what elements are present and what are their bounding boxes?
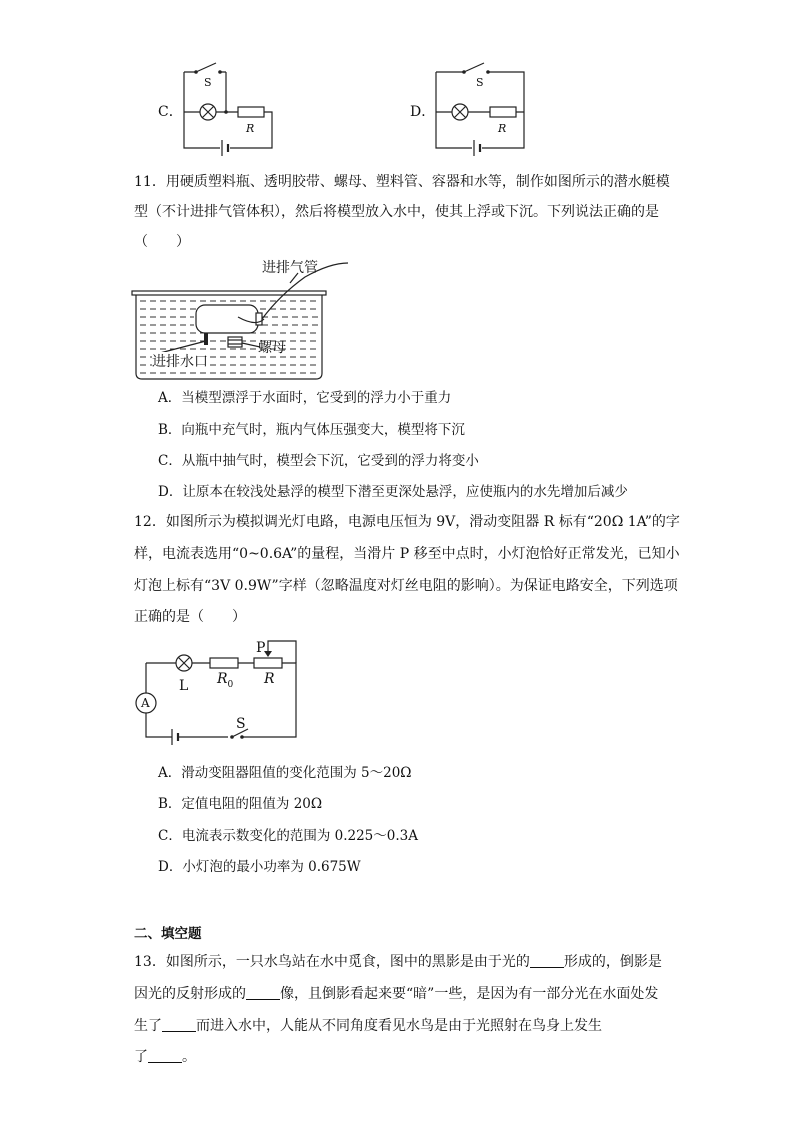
q12-lamp-label: L xyxy=(179,678,189,694)
q12-stem-line3: 灯泡上标有“3V 0.9W”字样（忽略温度对灯丝电阻的影响）。为保证电路安全，下列选项 xyxy=(134,578,678,594)
q11-option-d[interactable]: D．让原本在较浅处悬浮的模型下潜至更深处悬浮，应使瓶内的水先增加后减少 xyxy=(158,484,628,500)
q13-line2: 因光的反射形成的 像，且倒影看起来要“暗”一些，是因为有一部分光在水面处发 xyxy=(134,986,659,1002)
q13-line4: 了 。 xyxy=(134,1049,196,1065)
q11-paren: （ ） xyxy=(134,234,190,250)
q13-blank-1[interactable] xyxy=(530,953,564,968)
q13-line3: 生了 而进入水中，人能从不同角度看见水鸟是由于光照射在鸟身上发生 xyxy=(134,1018,602,1034)
q12-ammeter-label: A xyxy=(141,696,150,710)
q13-blank-3[interactable] xyxy=(162,1017,196,1032)
q11-option-c[interactable]: C．从瓶中抽气时，模型会下沉，它受到的浮力将变小 xyxy=(158,453,479,469)
q11-stem-line1: 11．用硬质塑料瓶、透明胶带、螺母、塑料管、容器和水等，制作如图所示的潜水艇模 xyxy=(134,174,670,190)
q13-blank-2[interactable] xyxy=(246,985,280,1000)
q10-circuit-c xyxy=(178,60,278,165)
q12-slider-label: P xyxy=(256,640,266,656)
q12-option-c[interactable]: C．电流表示数变化的范围为 0.225～0.3A xyxy=(158,828,418,844)
q12-r-label: R xyxy=(264,671,275,687)
q12-stem-line1: 12．如图所示为模拟调光灯电路，电源电压恒为 9V，滑动变阻器 R 标有“20Ω 1A”的字 xyxy=(134,514,680,530)
section-title: 二、填空题 xyxy=(134,926,202,942)
q12-stem-line2: 样，电流表选用“0~0.6A”的量程，当滑片 P 移至中点时，小灯泡恰好正常发光，已知小 xyxy=(134,546,680,562)
q10-c-resistor-label: R xyxy=(246,122,255,135)
q10-d-switch-label: S xyxy=(476,76,484,89)
q11-option-a[interactable]: A．当模型漂浮于水面时，它受到的浮力小于重力 xyxy=(158,390,452,406)
q11-nut-label: 螺母 xyxy=(258,340,286,356)
q10-c-switch-label: S xyxy=(204,76,212,89)
q11-water-inlet-label: 进排水口 xyxy=(152,354,208,370)
q10-circuit-d xyxy=(430,60,530,165)
q12-option-a[interactable]: A．滑动变阻器阻值的变化范围为 5～20Ω xyxy=(158,765,412,781)
q12-r0-label: $R_0$ xyxy=(217,671,234,690)
q12-switch-label: S xyxy=(236,716,246,732)
q11-stem-line2: 型（不计进排气管体积），然后将模型放入水中，使其上浮或下沉。下列说法正确的是 xyxy=(134,204,659,220)
q12-stem-line4: 正确的是（ ） xyxy=(134,609,246,625)
q13-blank-4[interactable] xyxy=(148,1048,182,1063)
q12-option-d[interactable]: D．小灯泡的最小功率为 0.675W xyxy=(158,859,361,875)
q11-air-tube-label: 进排气管 xyxy=(262,260,318,276)
q11-option-b[interactable]: B．向瓶中充气时，瓶内气体压强变大，模型将下沉 xyxy=(158,422,465,438)
q10-option-c-label: C． xyxy=(158,104,183,120)
q12-option-b[interactable]: B．定值电阻的阻值为 20Ω xyxy=(158,796,323,812)
q13-line1: 13．如图所示，一只水鸟站在水中觅食，图中的黑影是由于光的 形成的，倒影是 xyxy=(134,954,662,970)
q10-option-d-label: D． xyxy=(410,104,436,120)
q10-d-resistor-label: R xyxy=(498,122,507,135)
